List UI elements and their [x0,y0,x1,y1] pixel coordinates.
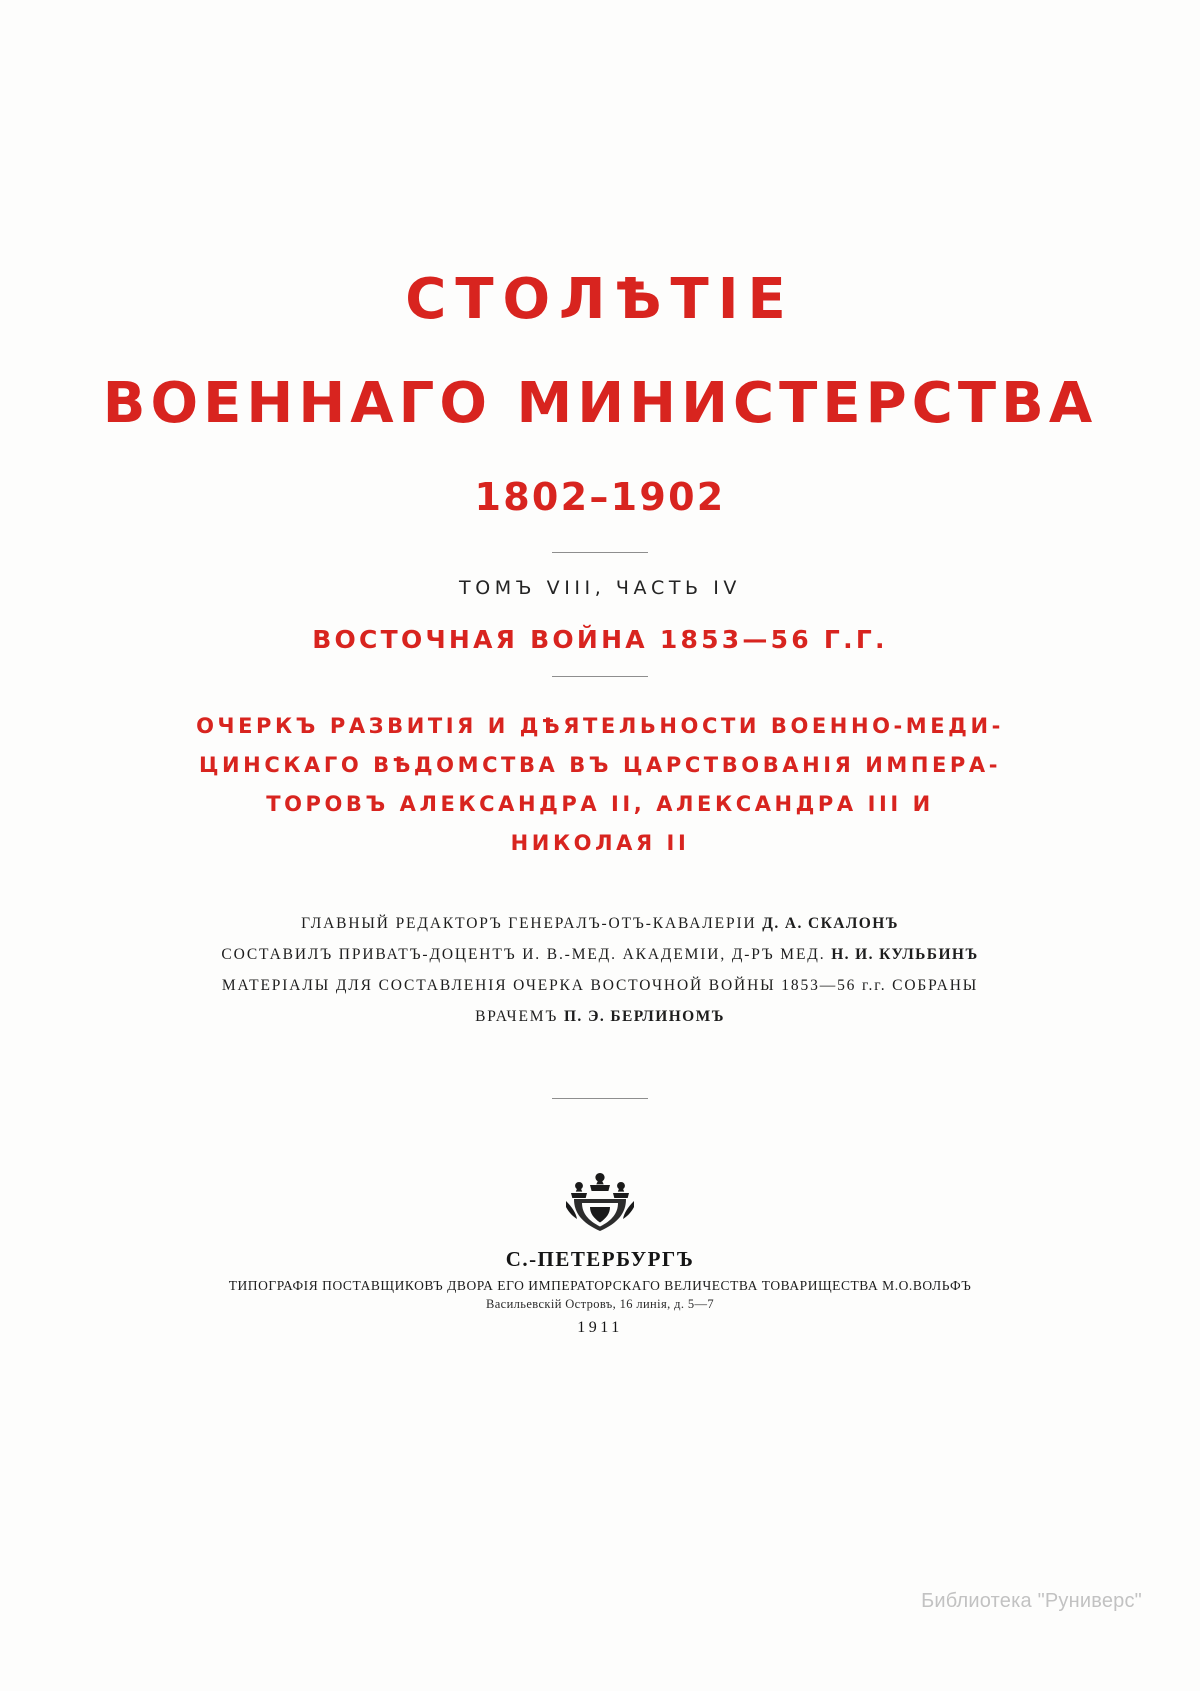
editor-credit-name: Д. А. СКАЛОНЪ [762,915,899,933]
imprint-year: 1911 [577,1319,623,1337]
description-line-2: ЦИНСКАГО ВѢДОМСТВА ВЪ ЦАРСТВОВАНIЯ ИМПЕРА- [198,752,1001,777]
volume-part-label: ТОМЪ VIII, ЧАСТЬ IV [459,577,741,599]
author-credit [0,939,1200,970]
description-line-4: НИКОЛАЯ II [510,830,690,855]
imprint-address: Васильевскiй Островъ, 16 линiя, д. 5—7 [486,1297,714,1312]
author-credit-name: Н. И. КУЛЬБИНЪ [831,946,979,964]
editor-credit-prefix: ГЛАВНЫЙ РЕДАКТОРЪ ГЕНЕРАЛЪ-ОТЪ-КАВАЛЕРIИ [301,915,763,933]
collector-credit [0,1001,1200,1032]
publisher-emblem [0,1169,1200,1241]
description-line-3: ТОРОВЪ АЛЕКСАНДРА II, АЛЕКСАНДРА III И [266,791,934,816]
collector-credit-prefix: ВРАЧЕМЪ [475,1008,564,1026]
imprint-press: ТИПОГРАФIЯ ПОСТАВЩИКОВЪ ДВОРА ЕГО ИМПЕРАТОРСКАГО ВЕЛИЧЕСТВА ТОВАРИЩЕСТВА М.О.ВОЛЬФЪ [228,1278,972,1294]
description-line-1: ОЧЕРКЪ РАЗВИТIЯ И ДѢЯТЕЛЬНОСТИ ВОЕННО-МЕДИ- [196,714,1004,738]
materials-credit: МАТЕРIАЛЫ ДЛЯ СОСТАВЛЕНIЯ ОЧЕРКА ВОСТОЧНОЙ ВОЙНЫ 1853—56 г.г. СОБРАНЫ [221,977,979,995]
main-title-line-1: СТОЛѢТIЕ [405,267,795,332]
author-credit-prefix: СОСТАВИЛЪ ПРИВАТЪ-ДОЦЕНТЪ И. В.-МЕД. АКАДЕМIИ, Д-РЪ МЕД. [221,946,832,964]
war-subtitle: ВОСТОЧНАЯ ВОЙНА 1853—56 Г.Г. [312,625,888,654]
divider-rule-middle [552,676,648,677]
credits-block [0,908,1200,1032]
main-title-line-2: ВОЕННАГО МИНИСТЕРСТВА [102,371,1098,436]
editor-credit [0,908,1200,939]
title-year-range: 1802–1902 [474,475,726,519]
description-block [0,707,1200,862]
library-watermark: Библиотека "Руниверс" [921,1590,1142,1612]
divider-rule-bottom [552,1098,648,1099]
divider-rule-top [552,552,648,553]
imprint-city: С.-ПЕТЕРБУРГЪ [505,1247,695,1272]
collector-credit-name: П. Э. БЕРЛИНОМЪ [563,1008,725,1026]
